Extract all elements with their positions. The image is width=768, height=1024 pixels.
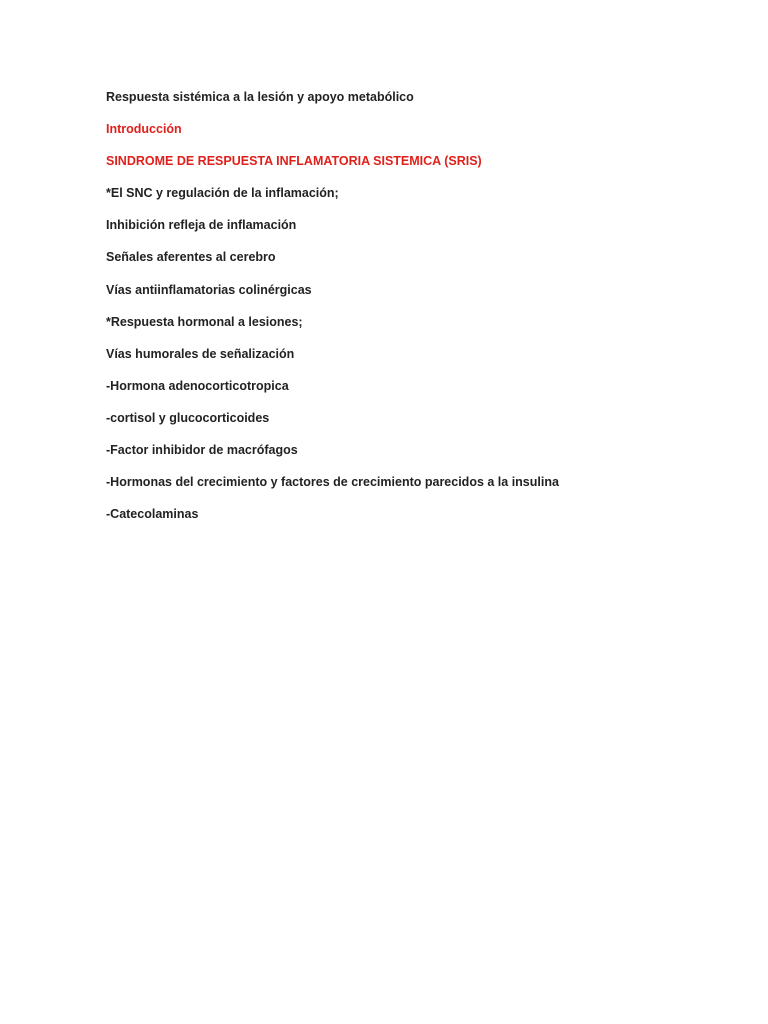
section-heading-introduccion: Introducción [106,122,182,137]
text-line: Vías humorales de señalización [106,346,295,361]
text-line: Inhibición refleja de inflamación [106,218,297,233]
text-line: Vías antiinflamatorias colinérgicas [106,282,312,297]
text-line: -cortisol y glucocorticoides [106,410,270,425]
text-line: -Factor inhibidor de macrófagos [106,443,298,458]
text-line: -Catecolaminas [106,507,199,522]
text-line: Señales aferentes al cerebro [106,250,276,265]
document-title: Respuesta sistémica a la lesión y apoyo metabólico [106,90,414,104]
document-body [106,87,559,536]
text-line: -Hormonas del crecimiento y factores de crecimiento parecidos a la insulina [106,475,559,490]
text-line: -Hormona adenocorticotropica [106,378,289,393]
text-line: *El SNC y regulación de la inflamación; [106,186,339,201]
section-heading-sris: SINDROME DE RESPUESTA INFLAMATORIA SISTEMICA (SRIS) [106,154,482,169]
text-line: *Respuesta hormonal a lesiones; [106,314,303,329]
